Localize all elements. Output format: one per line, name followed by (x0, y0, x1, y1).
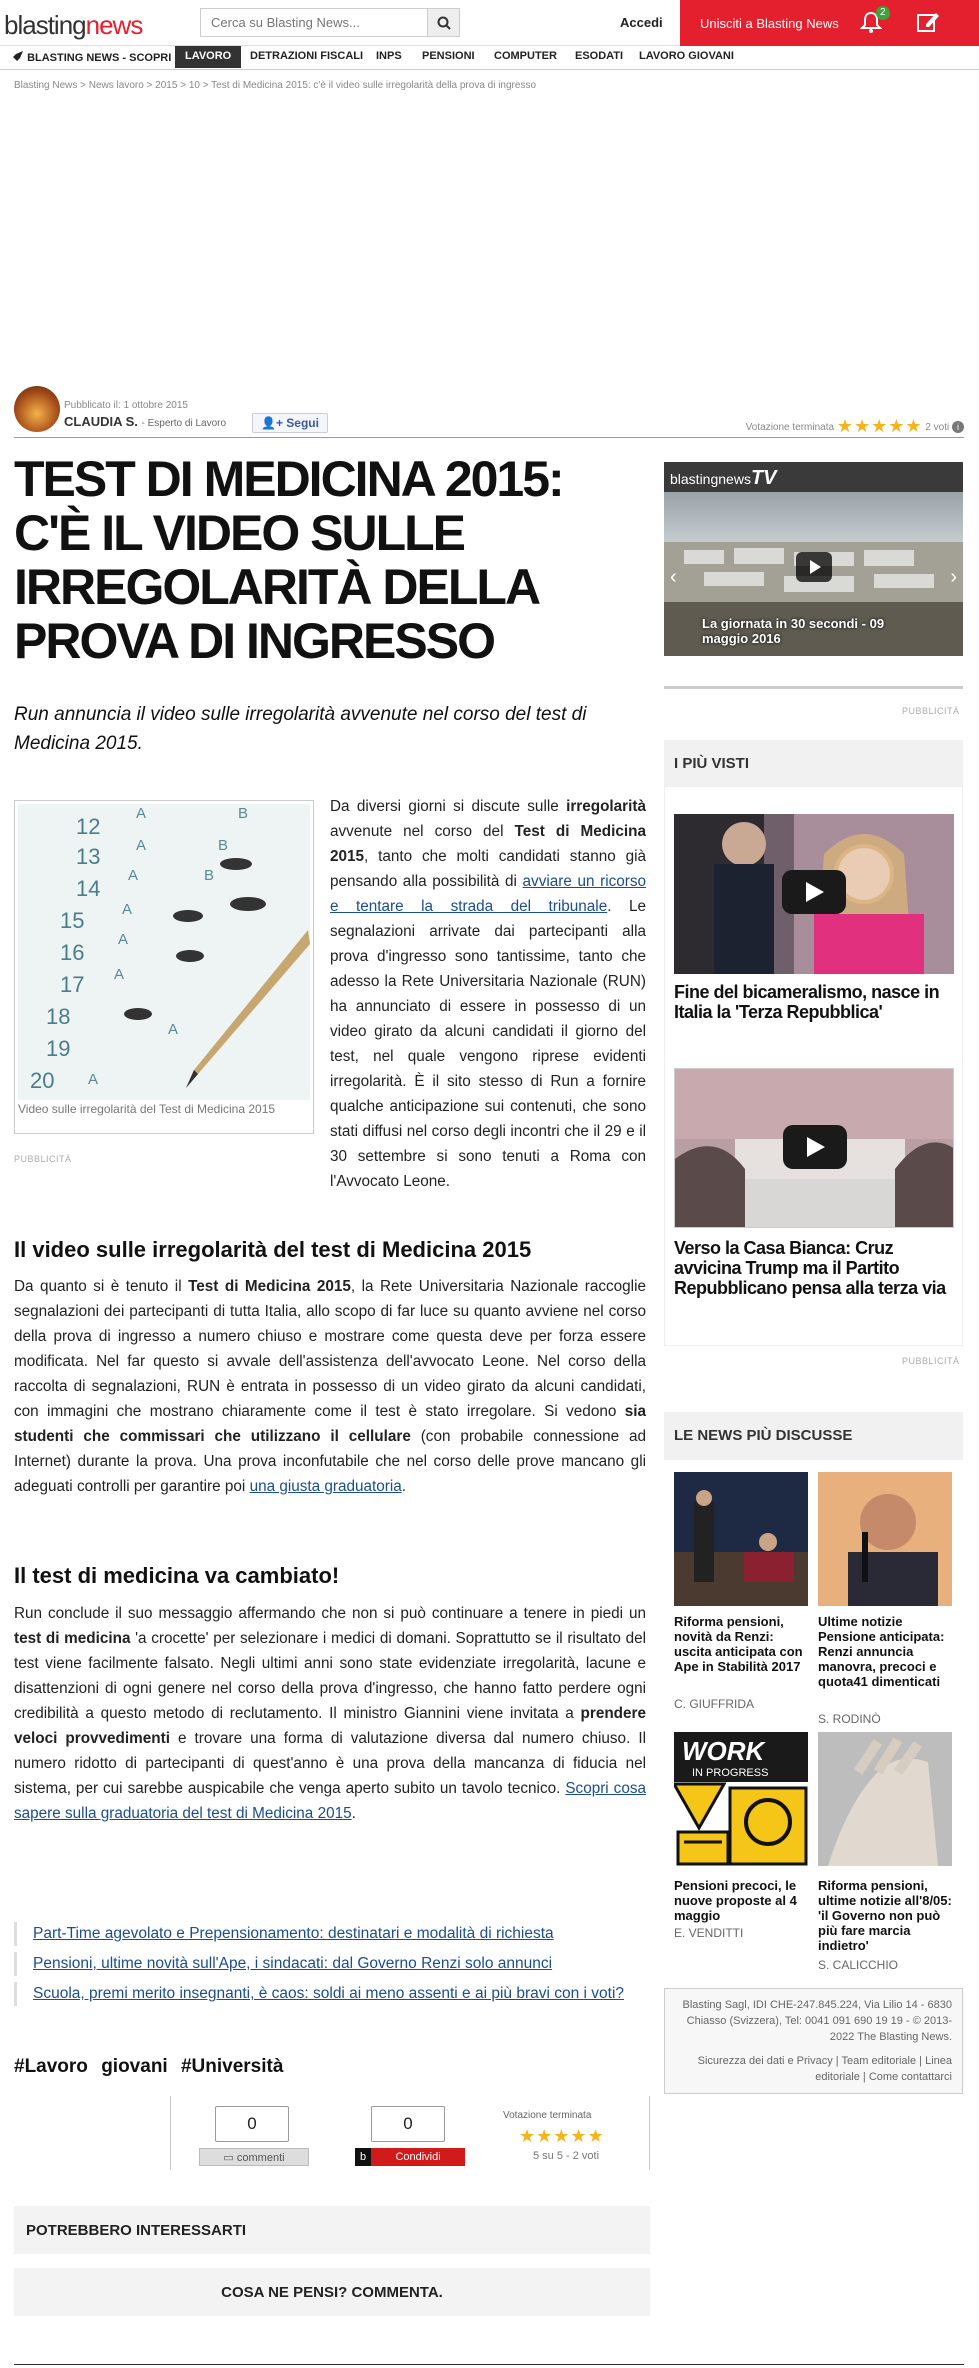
video-play-button[interactable] (782, 870, 846, 914)
vote-status: Votazione terminata (503, 2110, 592, 2121)
comments-button[interactable]: ▭ commenti (199, 2148, 309, 2166)
nav-item-detrazioni[interactable]: DETRAZIONI FISCALI (250, 50, 364, 62)
progress-label: IN PROGRESS (692, 1767, 769, 1779)
svg-text:A: A (122, 901, 133, 918)
edit-icon[interactable] (916, 10, 942, 34)
nav-item-esodati[interactable]: ESODATI (575, 50, 624, 62)
search-icon (437, 16, 451, 30)
tv-progress (664, 686, 963, 689)
svg-text:19: 19 (46, 1036, 71, 1061)
nav-item-computer[interactable]: COMPUTER (494, 50, 557, 62)
join-button[interactable]: Unisciti a Blasting News (700, 16, 839, 31)
video-thumbnail-2[interactable] (674, 1068, 954, 1228)
nav-item-lavoro[interactable]: LAVORO (175, 46, 241, 68)
publish-date: Pubblicato il: 1 ottobre 2015 (64, 400, 188, 411)
svg-text:B: B (218, 837, 229, 854)
news-title-2[interactable]: Ultime notizie Pensione anticipata: Renzi annuncia manovra, precoci e quota41 dimenticati (818, 1614, 945, 1689)
tv-play-button[interactable] (796, 552, 832, 582)
comment-icon: ▭ (223, 2152, 234, 2164)
ranking-guide-link[interactable]: Scopri cosa sapere sulla graduatoria del test di Medicina 2015 (14, 1780, 646, 1822)
svg-text:A: A (88, 1071, 99, 1088)
video-thumbnail-1[interactable] (674, 814, 954, 974)
paragraph-3: Run conclude il suo messaggio affermando che non si può continuare a tenere in piedi un test di medicina 'a crocette' per selezionare i medici di domani. Soprattutto se il risultato del test viene facilmente falsato. Negli ultimi anni sono state evidenziate irregolarità, lacune e disattenzioni di ogni genere nel corso della prova d'ingresso, che hanno fatto perdere ogni credibilità a questo metodo di reclutamento. Il ministro Giannini viene invitata a prendere veloci provvedimenti e trovare una forma di valutazione diversa dal numero chiuso. Il numero ridotto di partecipanti di quest'anno è una prova della mancanza di fiducia nel sistema, per cui sarebbe auspicabile che venga aperto subito un tavolo tecnico. Scopri cosa sapere sulla graduatoria del test di Medicina 2015. (14, 1605, 647, 1822)
video-title-2[interactable]: Verso la Casa Bianca: Cruz avvicina Trump ma il Partito Repubblicano pensa alla terza via (674, 1238, 946, 1298)
svg-text:18: 18 (46, 1004, 71, 1029)
svg-text:A: A (128, 867, 139, 884)
comment-cta[interactable]: COSA NE PENSI? COMMENTA. (14, 2268, 650, 2316)
svg-text:13: 13 (76, 844, 101, 869)
footer-company: Blasting Sagl, IDI CHE-247.845.224, Via Lilio 14 - 6830 Chiasso (Svizzera), Tel: 0041 091 690 19 19 - © 2013-2022 The Blasting News. (682, 1999, 952, 2043)
svg-text:20: 20 (30, 1068, 55, 1093)
paragraph-1-top: Da diversi giorni si discute sulle irregolarità avvenute nel corso del Test di Medicina 2015, tanto che molti candidati stanno già pensando alla possibilità di avviare un ricorso e tentare la strada del tribunale. Le segnalazioni arrivate dai partecipanti alla prova d'ingresso sono tantissime, tanto che adesso la Rete Universitaria Nazionale (RUN) ha annunciato di essere in possesso di un video girato da alcuni candidati il giorno del test, nel quale vengono riprese evidenti irregolarità. È il sito stesso di Run a fornire qualche anticipazione sui contenuti, che sono stati diffusi nel corso degli incontri che il 29 e il 30 settembre si sono tenuti a Roma con l'Avvocato Leone. (330, 798, 646, 1190)
chevron-left-icon[interactable]: ‹ (670, 566, 677, 588)
news-thumbnail-4[interactable] (818, 1732, 952, 1866)
share-button[interactable]: b Condividi (355, 2148, 465, 2166)
site-logo[interactable]: blastingnews (4, 10, 143, 40)
svg-text:15: 15 (60, 908, 85, 933)
related-link[interactable]: Pensioni, ultime novità sull'Ape, i sindacati: dal Governo Renzi solo annunci (14, 1952, 644, 1976)
sidebar-ad-label-2: PUBBLICITÀ (902, 1356, 960, 1366)
svg-text:A: A (168, 1021, 179, 1038)
notification-badge: 2 (876, 6, 890, 20)
svg-text:B: B (238, 805, 249, 822)
search-box (200, 8, 460, 37)
search-button[interactable] (427, 9, 459, 36)
work-label: WORK (682, 1736, 765, 1766)
svg-text:A: A (118, 931, 129, 948)
sidebar-ad-label-1: PUBBLICITÀ (902, 706, 960, 716)
rating-stars: ★★★★★ (836, 416, 923, 436)
article-title: TEST DI MEDICINA 2015: C'È IL VIDEO SULLE IRREGOLARITÀ DELLA PROVA DI INGRESSO (14, 451, 563, 669)
ad-label: PUBBLICITÀ (14, 1154, 72, 1164)
svg-text:14: 14 (76, 876, 101, 901)
rating-summary: Votazione terminata ★★★★★ 2 voti i (746, 416, 964, 437)
interest-section: POTREBBERO INTERESSARTI (14, 2206, 650, 2254)
add-user-icon: 👤+ (261, 416, 283, 430)
related-links (14, 1922, 644, 2012)
svg-text:A: A (136, 837, 147, 854)
site-header (0, 0, 979, 46)
footer-links[interactable]: Sicurezza dei dati e Privacy | Team editoriale | Linea editoriale | Come contattarci (697, 2055, 952, 2083)
svg-text:A: A (136, 805, 147, 822)
tv-caption: La giornata in 30 secondi - 09 maggio 2016 (702, 616, 885, 646)
video-title-1[interactable]: Fine del bicameralismo, nasce in Italia la 'Terza Repubblica' (674, 982, 940, 1022)
news-thumbnail-2[interactable] (818, 1472, 952, 1606)
news-author-3[interactable]: E. VENDITTI (674, 1926, 744, 1940)
figure-caption: Video sulle irregolarità del Test di Medicina 2015 (18, 1102, 276, 1116)
comments-count: 0 (215, 2106, 289, 2142)
chevron-right-icon[interactable]: › (950, 566, 957, 588)
nav-item-lavoro-giovani[interactable]: LAVORO GIOVANI (639, 50, 734, 62)
page-divider (14, 2364, 964, 2365)
appeal-link[interactable]: avviare un ricorso e tentare la strada del tribunale (330, 873, 646, 915)
paragraph-2: Da quanto si è tenuto il Test di Medicina 2015, la Rete Universitaria Nazionale raccoglie segnalazioni dei partecipanti di tutta Italia, allo scopo di far luce su quanto avviene nel corso della prova di ingresso a numero chiuso e mostrare come questa deve per forza essere modificata. Nel far questo si avvale dell'assistenza dell'avvocato Leone. Nel corso della raccolta di segnalazioni, RUN è entrata in possesso di un video girato da alcuni candidati, con immagini che mostrano chiaramente come il test è stato irregolare. Si vedono sia studenti che commissari che utilizzano il cellulare (con probabile connessione ad Internet) durante la prova. Una prova inconfutabile che nel corso delle prove mancano gli adeguati controlli per garantire poi una giusta graduatoria. (14, 1278, 646, 1495)
search-input[interactable] (201, 9, 427, 36)
svg-text:12: 12 (76, 814, 101, 839)
nav-item-pensioni[interactable]: PENSIONI (422, 50, 475, 62)
site-footer (664, 1988, 963, 2094)
related-link[interactable]: Scuola, premi merito insegnanti, è caos: soldi ai meno assenti e ai più bravi con i voti? (14, 1982, 644, 2006)
main-nav (0, 46, 979, 70)
tag-lavoro-giovani[interactable]: #Lavoro giovani (14, 2056, 168, 2077)
video-play-button[interactable] (783, 1125, 847, 1169)
login-link[interactable]: Accedi (620, 15, 663, 30)
svg-text:A: A (114, 966, 125, 983)
tv-logo: blastingnewsTV (670, 467, 777, 489)
most-viewed-heading: I PIÙ VISTI (664, 740, 963, 786)
blasting-icon: b (355, 2148, 371, 2166)
share-box (170, 2096, 650, 2170)
article-subtitle: Run annuncia il video sulle irregolarità avvenute nel corso del test di Medicina 2015. (14, 704, 587, 754)
tag-universita[interactable]: #Università (180, 2056, 284, 2077)
vote-stars[interactable]: ★★★★★ (519, 2126, 605, 2146)
breadcrumb[interactable]: Blasting News > News lavoro > 2015 > 10 > Test di Medicina 2015: c'è il video sulle irregolarità della prova di ingresso (14, 80, 537, 91)
section-heading-change: Il test di medicina va cambiato! (14, 1563, 340, 1588)
related-link[interactable]: Part-Time agevolato e Prepensionamento: destinatari e modalità di richiesta (14, 1922, 644, 1946)
tag-list (14, 2056, 283, 2078)
svg-text:16: 16 (60, 940, 85, 965)
author-bar (14, 386, 964, 438)
follow-button[interactable]: 👤+ Segui (252, 413, 328, 433)
test-sheet-image (18, 804, 310, 1100)
avatar[interactable] (14, 386, 60, 432)
rocket-icon (12, 50, 24, 62)
news-author-4[interactable]: S. CALICCHIO (818, 1958, 899, 1972)
shares-count: 0 (371, 2106, 445, 2142)
ranking-link[interactable]: una giusta graduatoria (249, 1478, 402, 1495)
news-thumbnail-1[interactable] (674, 1472, 808, 1606)
svg-text:B: B (204, 867, 215, 884)
discussed-heading: LE NEWS PIÙ DISCUSSE (664, 1412, 963, 1460)
news-title-4[interactable]: Riforma pensioni, ultime notizie all'8/05: 'il Governo non può più fare marcia indietro' (818, 1878, 952, 1953)
tv-widget[interactable] (664, 462, 963, 656)
section-heading-video: Il video sulle irregolarità del test di Medicina 2015 (14, 1237, 532, 1262)
vote-summary: 5 su 5 - 2 voti (533, 2150, 600, 2162)
nav-brand[interactable]: BLASTING NEWS - SCOPRI (12, 50, 171, 64)
article-figure[interactable] (14, 800, 314, 1134)
news-title-1[interactable]: Riforma pensioni, novità da Renzi: uscita anticipata con Ape in Stabilità 2017 (674, 1614, 803, 1674)
news-thumbnail-3[interactable] (674, 1732, 808, 1866)
author-name[interactable]: CLAUDIA S. - Esperto di Lavoro (64, 414, 227, 429)
news-author-2[interactable]: S. RODINÒ (818, 1712, 881, 1726)
info-icon: i (952, 421, 964, 433)
news-author-1[interactable]: C. GIUFFRIDA (674, 1697, 754, 1711)
nav-item-inps[interactable]: INPS (376, 50, 402, 62)
svg-text:17: 17 (60, 972, 85, 997)
news-title-3[interactable]: Pensioni precoci, le nuove proposte al 4 maggio (674, 1878, 797, 1923)
